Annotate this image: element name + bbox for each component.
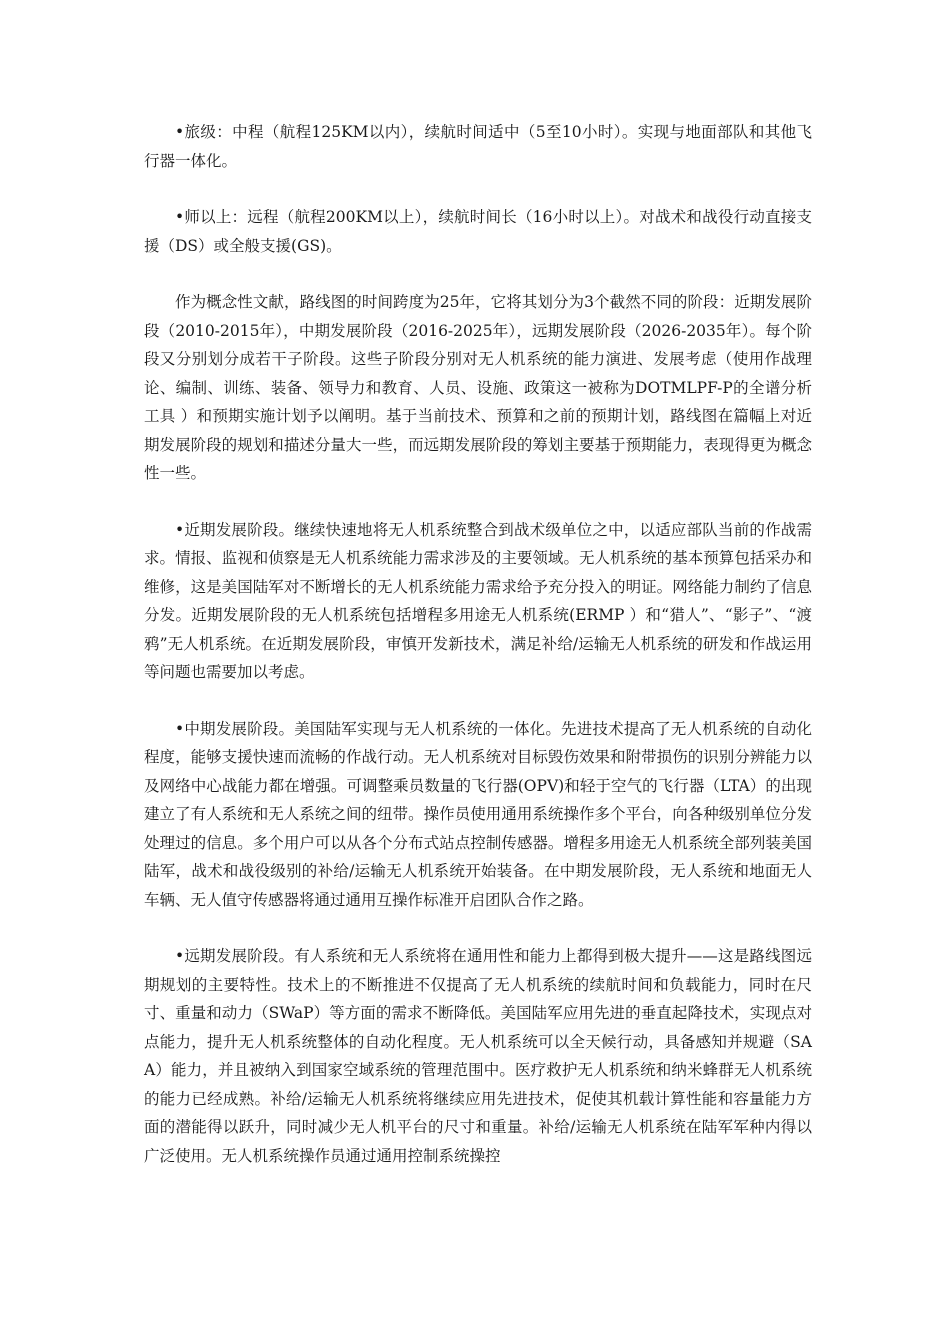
paragraph-division-level: •师以上：远程（航程200KM以上），续航时间长（16小时以上）。对战术和战役行动直接支援（DS）或全般支援(GS)。	[144, 208, 812, 255]
paragraph-mid-term: •中期发展阶段。美国陆军实现与无人机系统的一体化。先进技术提高了无人机系统的自动化程度，能够支援快速而流畅的作战行动。无人机系统对目标毁伤效果和附带损伤的识别分辨能力以及网络中心战能力都在增强。可调整乘员数量的飞行器(OPV)和轻于空气的飞行器（LTA）的出现建立了有人系统和无人系统之间的纽带。操作员使用通用系统操作多个平台，向各种级别单位分发处理过的信息。多个用户可以从各个分布式站点控制传感器。增程多用途无人机系统全部列装美国陆军，战术和战役级别的补给/运输无人机系统开始装备。在中期发展阶段，无人系统和地面无人车辆、无人值守传感器将通过通用互操作标准开启团队合作之路。	[144, 719, 812, 909]
document-body	[144, 118, 812, 1198]
paragraph-near-term: •近期发展阶段。继续快速地将无人机系统整合到战术级单位之中，以适应部队当前的作战需求。情报、监视和侦察是无人机系统能力需求涉及的主要领域。无人机系统的基本预算包括采办和维修，这是美国陆军对不断增长的无人机系统能力需求给予充分投入的明证。网络能力制约了信息分发。近期发展阶段的无人机系统包括增程多用途无人机系统(ERMP ）和“猎人”、“影子”、“渡鸦”无人机系统。在近期发展阶段，审慎开发新技术，满足补给/运输无人机系统的研发和作战运用等问题也需要加以考虑。	[144, 520, 812, 681]
paragraph-brigade-level: •旅级：中程（航程125KM以内），续航时间适中（5至10小时）。实现与地面部队和其他飞行器一体化。	[144, 123, 812, 170]
paragraph-roadmap-overview: 作为概念性文献，路线图的时间跨度为25年，它将其划分为3个截然不同的阶段：近期发展阶段（2010-2015年），中期发展阶段（2016-2025年），远期发展阶段（2026-2035年）。每个阶段又分别划分成若干子阶段。这些子阶段分别对无人机系统的能力演进、发展考虑（使用作战理论、编制、训练、装备、领导力和教育、人员、设施、政策这一被称为DOTMLPF-P的全谱分析工具 ）和预期实施计划予以阐明。基于当前技术、预算和之前的预期计划，路线图在篇幅上对近期发展阶段的规划和描述分量大一些，而远期发展阶段的筹划主要基于预期能力，表现得更为概念性一些。	[144, 293, 812, 482]
paragraph-far-term: •远期发展阶段。有人系统和无人系统将在通用性和能力上都得到极大提升——这是路线图远期规划的主要特性。技术上的不断推进不仅提高了无人机系统的续航时间和负载能力，同时在尺寸、重量和动力（SWaP）等方面的需求不断降低。美国陆军应用先进的垂直起降技术，实现点对点能力，提升无人机系统整体的自动化程度。无人机系统可以全天候行动，具备感知并规避（SAA）能力，并且被纳入到国家空域系统的管理范围中。医疗救护无人机系统和纳米蜂群无人机系统的能力已经成熟。补给/运输无人机系统将继续应用先进技术，促使其机载计算性能和容量能力方面的潜能得以跃升，同时减少无人机平台的尺寸和重量。补给/运输无人机系统在陆军军种内得以广泛使用。无人机系统操作员通过通用控制系统操控	[144, 947, 812, 1165]
